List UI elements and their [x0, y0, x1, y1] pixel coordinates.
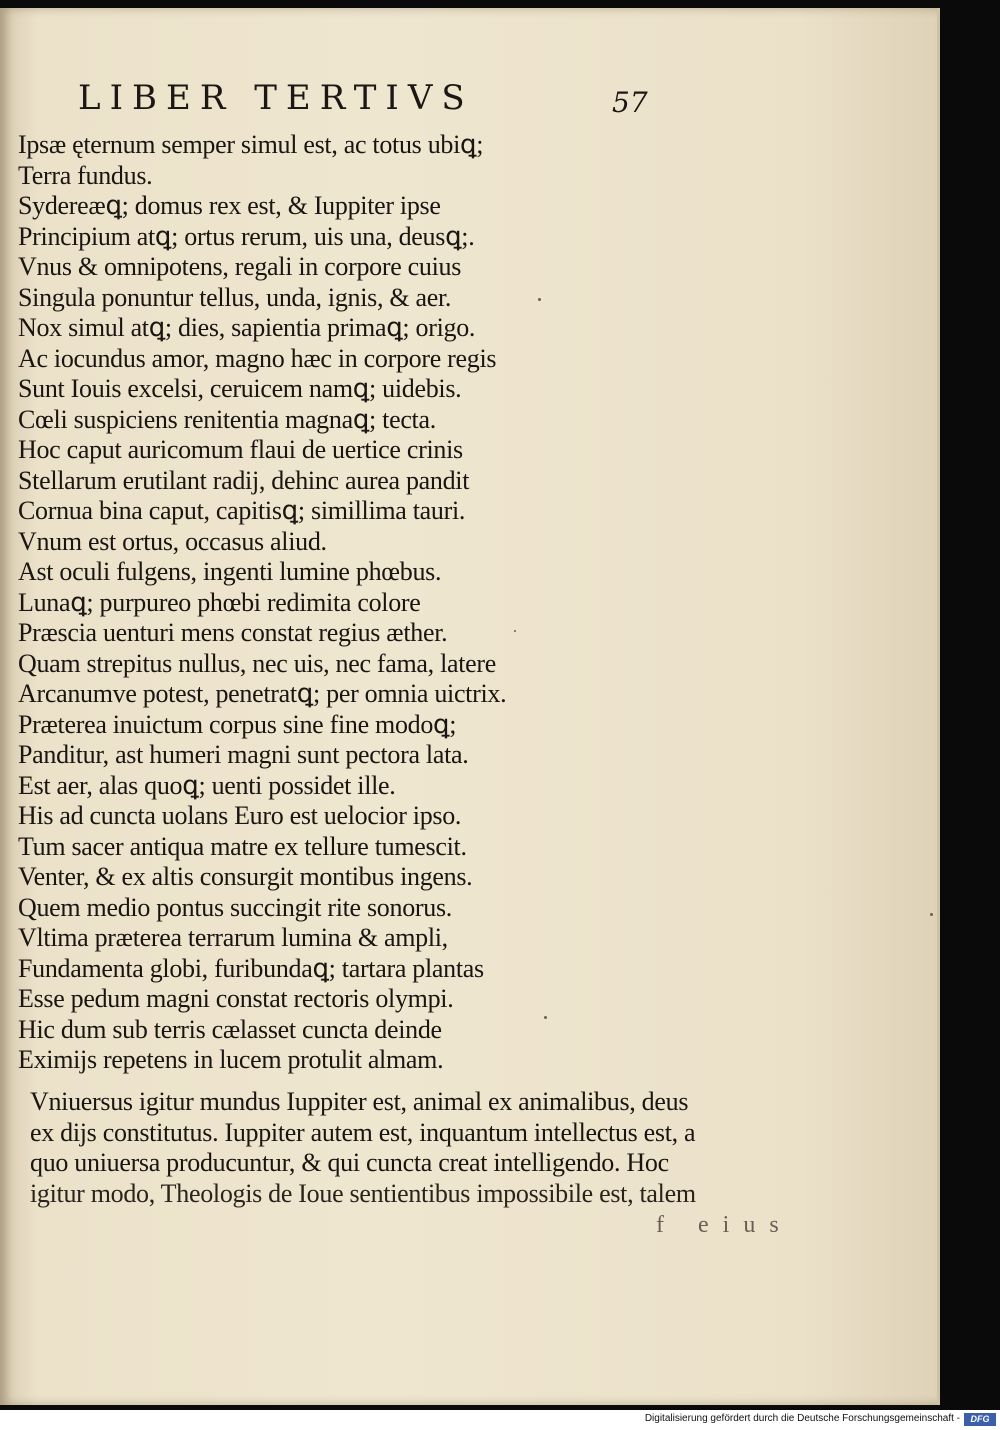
- verse-line: Quam strepitus nullus, nec uis, nec fama, latere: [18, 648, 497, 678]
- paper-speck: [538, 298, 541, 301]
- footer-bar: [0, 1410, 1000, 1430]
- verse-line: Vnus & omnipotens, regali in corpore cuius: [18, 252, 462, 281]
- funding-credit: Digitalisierung gefördert durch die Deutsche Forschungsgemeinschaft -: [644, 1413, 960, 1424]
- dfg-logo: DFG: [964, 1413, 996, 1426]
- verse-line: Stellarum erutilant radij, dehinc aurea pandit: [18, 465, 470, 495]
- verse-line: Est aer, alas quoꝗ; uenti possidet ille.: [18, 770, 396, 800]
- verse-line: Cœli suspiciens renitentia magnaꝗ; tecta.: [18, 404, 436, 434]
- verse-line: Ipsæ ęternum semper simul est, ac totus ubiꝗ;: [18, 130, 484, 159]
- prose-paragraph: [30, 1087, 750, 1209]
- verse-line: Tum sacer antiqua matre ex tellure tumescit.: [18, 831, 467, 861]
- paper-speck: [514, 630, 516, 632]
- verse-line: Esse pedum magni constat rectoris olympi.: [18, 984, 454, 1013]
- verse-line: Quem medio pontus succingit rite sonorus.: [18, 892, 452, 922]
- verse-line: Ac iocundus amor, magno hæc in corpore regis: [18, 343, 497, 373]
- paper-speck: [544, 1016, 547, 1019]
- verse-block: [18, 130, 506, 1076]
- page-number: 57: [612, 86, 648, 119]
- verse-line: Vnum est ortus, occasus aliud.: [18, 526, 327, 556]
- verse-line: Terra fundus.: [18, 160, 153, 190]
- verse-line: Eximijs repetens in lucem protulit almam.: [18, 1045, 444, 1074]
- paper-speck: [930, 913, 933, 916]
- prose-line: Vniuersus igitur mundus Iuppiter est, animal ex animalibus, deus: [30, 1087, 689, 1116]
- prose-line: igitur modo, Theologis de Ioue sentientibus impossibile est, talem: [30, 1178, 696, 1208]
- verse-line: His ad cuncta uolans Euro est uelocior ipso.: [18, 801, 462, 830]
- verse-line: Præscia uenturi mens constat regius æther.: [18, 618, 448, 647]
- verse-line: Venter, & ex altis consurgit montibus ingens.: [18, 862, 473, 891]
- verse-line: Præterea inuictum corpus sine fine modoꝗ;: [18, 709, 457, 739]
- verse-line: Lunaꝗ; purpureo phœbi redimita colore: [18, 587, 421, 617]
- verse-line: Sydereæꝗ; domus rex est, & Iuppiter ipse: [18, 191, 441, 220]
- verse-line: Ast oculi fulgens, ingenti lumine phœbus.: [18, 557, 442, 586]
- verse-line: Vltima præterea terrarum lumina & ampli,: [18, 923, 448, 952]
- verse-line: Hoc caput auricomum flaui de uertice crinis: [18, 435, 463, 464]
- verse-line: Arcanumve potest, penetratꝗ; per omnia uictrix.: [18, 679, 507, 708]
- catchword: f eius: [656, 1212, 793, 1238]
- verse-line: Fundamenta globi, furibundaꝗ; tartara plantas: [18, 953, 484, 983]
- prose-line: quo uniuersa producuntur, & qui cuncta creat intelligendo. Hoc: [30, 1148, 669, 1177]
- verse-line: Singula ponuntur tellus, unda, ignis, & aer.: [18, 282, 452, 312]
- book-page: [0, 8, 940, 1405]
- verse-line: Panditur, ast humeri magni sunt pectora lata.: [18, 740, 469, 769]
- verse-line: Sunt Iouis excelsi, ceruicem namꝗ; uidebis.: [18, 374, 462, 403]
- verse-line: Nox simul atꝗ; dies, sapientia primaꝗ; origo.: [18, 313, 476, 342]
- verse-line: Cornua bina caput, capitisꝗ; simillima tauri.: [18, 496, 466, 525]
- prose-line: ex dijs constitutus. Iuppiter autem est, inquantum intellectus est, a: [30, 1117, 696, 1147]
- verse-line: Principium atꝗ; ortus rerum, uis una, deusꝗ;.: [18, 221, 475, 251]
- running-header-title: LIBER TERTIVS: [78, 78, 474, 118]
- verse-line: Hic dum sub terris cælasset cuncta deinde: [18, 1014, 442, 1044]
